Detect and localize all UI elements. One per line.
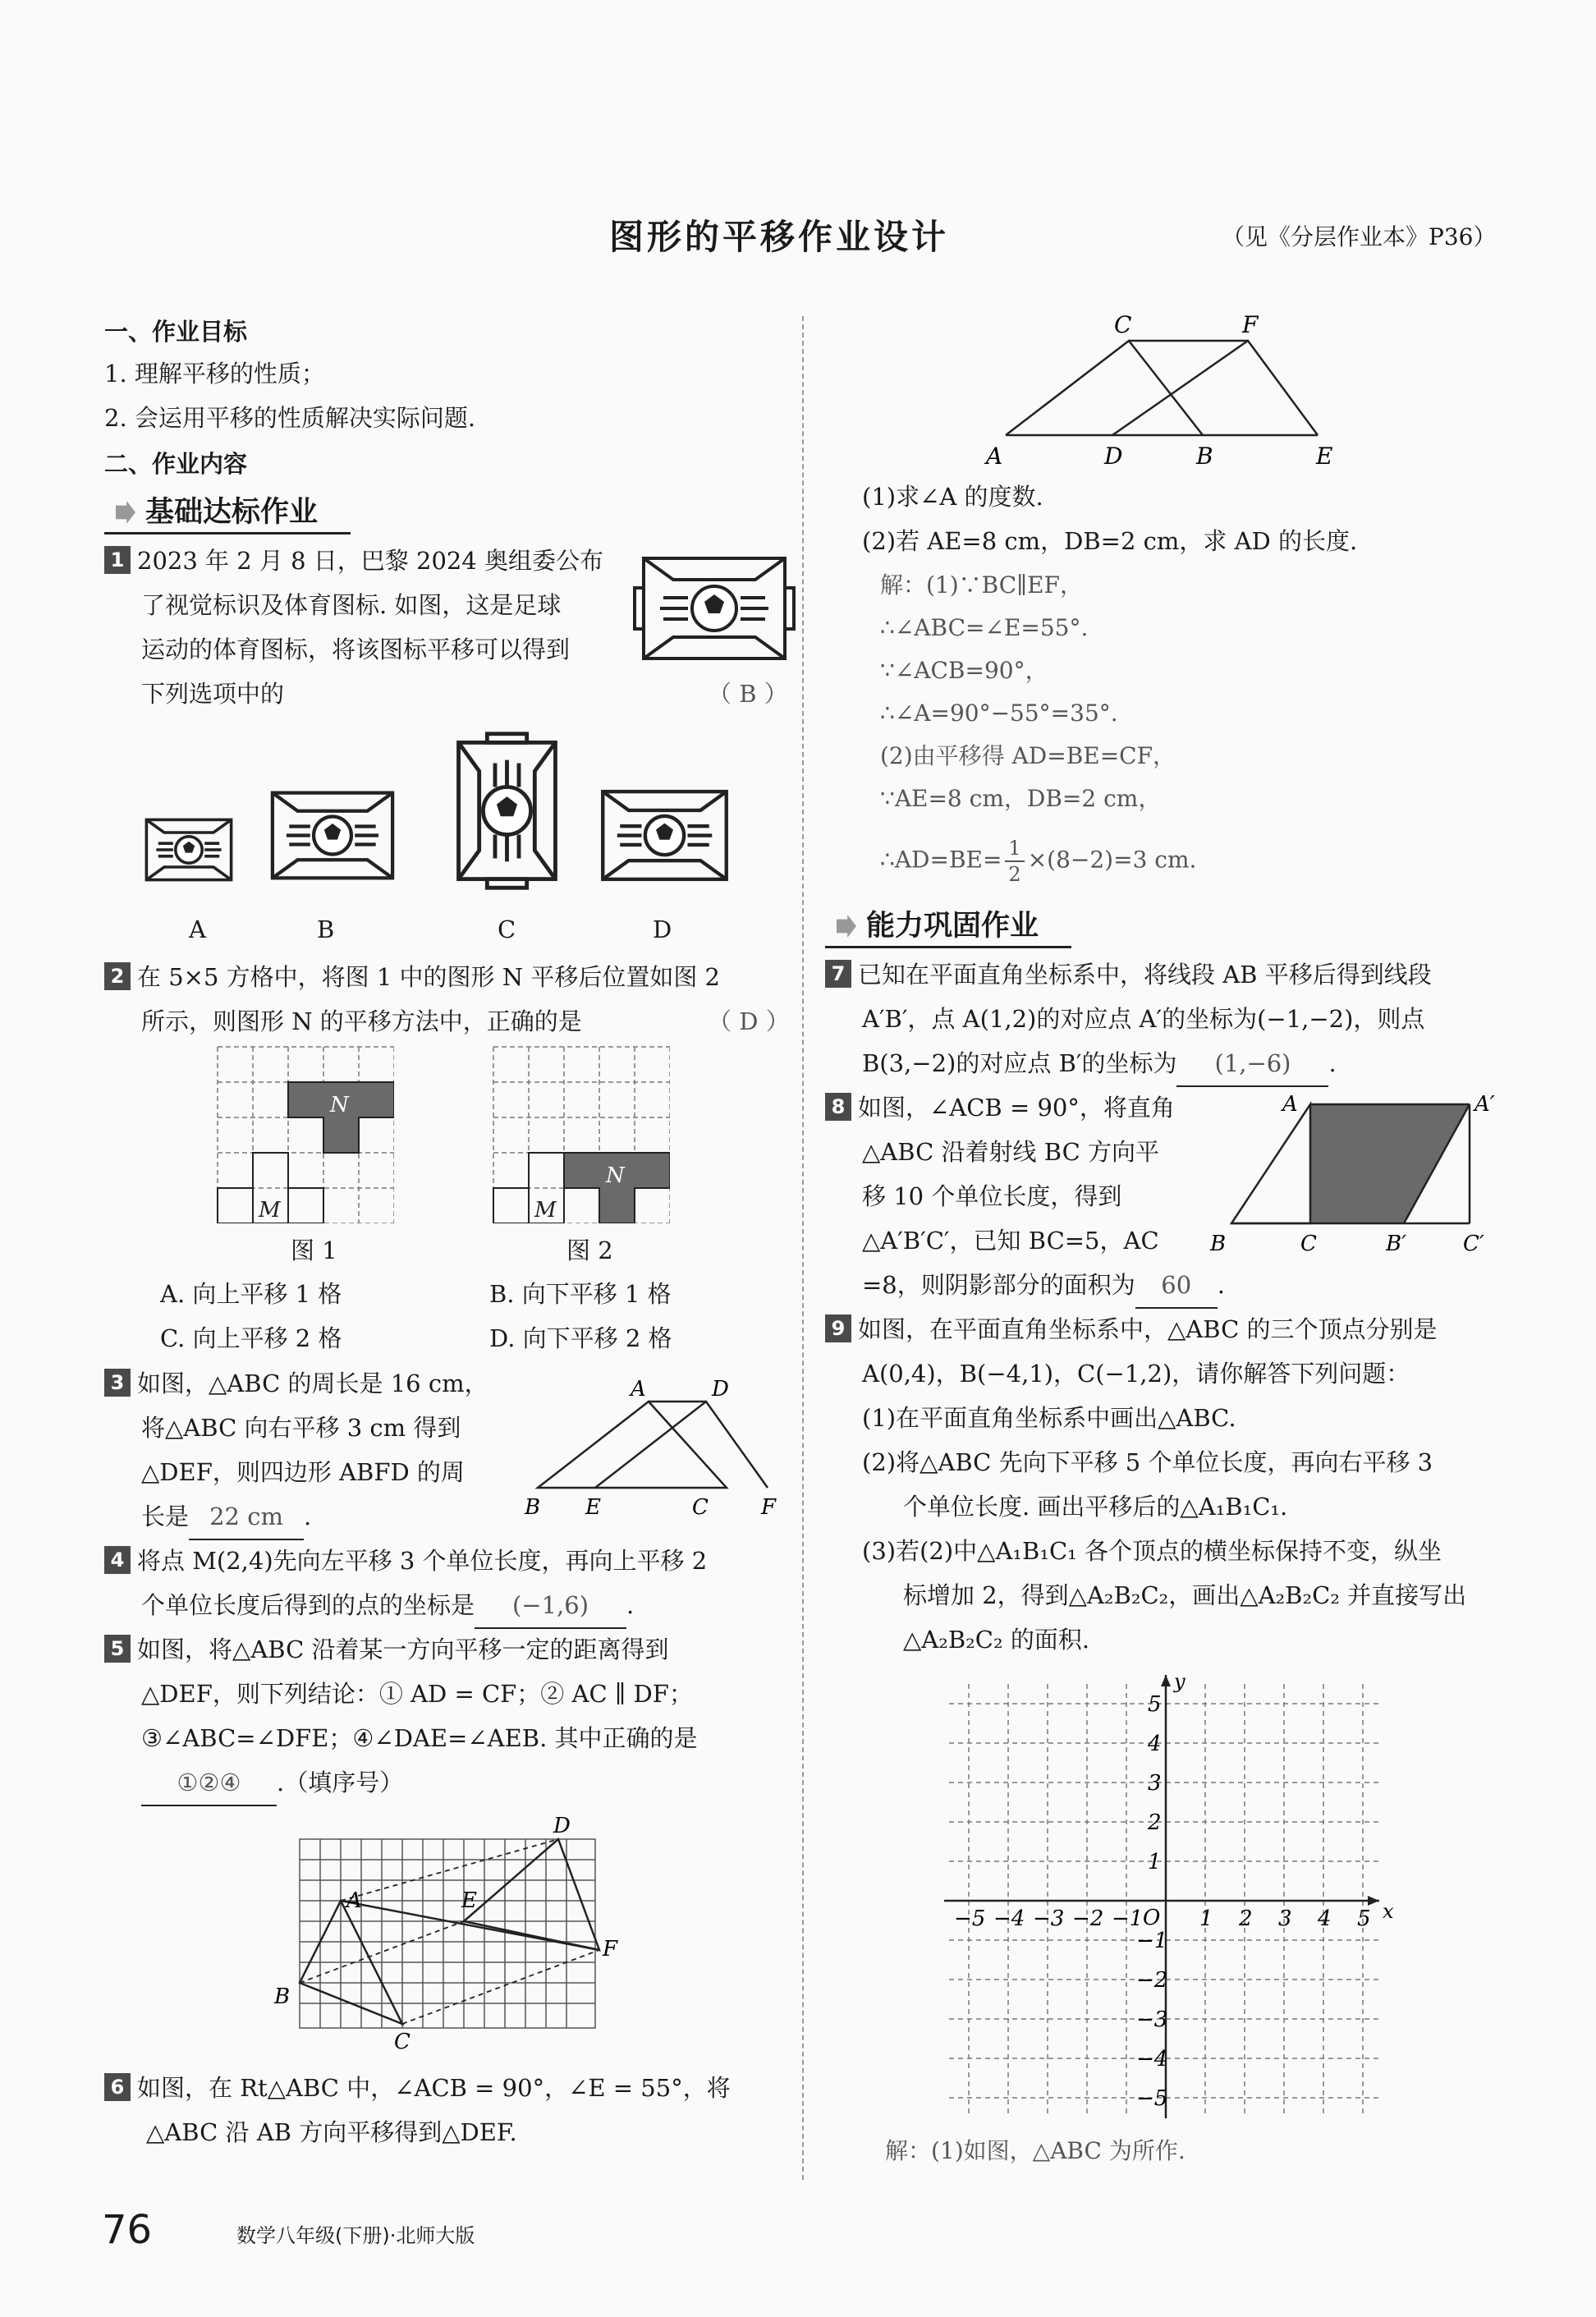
q8-label-a: A	[1282, 1092, 1298, 1117]
q2-fig1-m: M	[259, 1198, 281, 1223]
q5-line1	[104, 1627, 669, 1672]
q4-text1: 将点 M(2,4)先向左平移 3 个单位长度，再向上平移 2	[137, 1547, 708, 1575]
y-axis-label: y	[1174, 1670, 1186, 1693]
q6-sol-7	[880, 836, 1196, 887]
y-tick-label: 5	[1148, 1692, 1162, 1717]
x-tick-label: −2	[1072, 1906, 1104, 1931]
y-tick-label: 3	[1148, 1771, 1162, 1796]
q5-figure	[271, 1815, 624, 2053]
option-c-label: C	[498, 915, 516, 943]
q1-line4: 下列选项中的	[141, 680, 285, 708]
q9-line1	[825, 1307, 1438, 1351]
q6-frac-den: 2	[1008, 863, 1021, 886]
q3-label-c: C	[692, 1495, 709, 1520]
page-title: 图形的平移作业设计	[609, 217, 950, 257]
y-tick-label: −5	[1136, 2086, 1168, 2111]
q6-sol-4: ∴∠A=90°−55°=35°.	[880, 700, 1118, 727]
q2-answer: （ D ）	[708, 1007, 790, 1035]
q2-number: 2	[104, 962, 131, 990]
q9-part3a: (3)若(2)中△A₁B₁C₁ 各个顶点的横坐标保持不变，纵坐	[862, 1537, 1442, 1565]
x-axis-label: x	[1383, 1900, 1394, 1923]
q1-line1	[104, 539, 603, 583]
q3-label-a: A	[631, 1377, 646, 1402]
q8-label-a2: A′	[1474, 1092, 1495, 1117]
q6-line1	[104, 2066, 731, 2110]
q7-text1: 已知在平面直角坐标系中，将线段 AB 平移后得到线段	[858, 961, 1432, 989]
q8-text1: 如图，∠ACB = 90°，将直角	[858, 1094, 1175, 1122]
q1-line2: 了视觉标识及体育图标. 如图，这是足球	[141, 591, 562, 619]
q8-label-b2: B′	[1386, 1232, 1407, 1256]
q8-label-c2: C′	[1463, 1232, 1484, 1256]
q5-line4	[141, 1760, 403, 1806]
y-tick-label: −1	[1136, 1929, 1168, 1953]
q4-period: .	[626, 1591, 635, 1619]
y-tick-label: 2	[1148, 1810, 1162, 1835]
q6-sol-7b: ×(8−2)=3 cm.	[1027, 846, 1197, 874]
q5-blank: ①②④	[141, 1760, 277, 1806]
column-divider	[802, 316, 804, 2180]
q9-part2a: (2)将△ABC 先向下平移 5 个单位长度，再向右平移 3	[862, 1448, 1433, 1476]
x-tick-label: 2	[1239, 1906, 1253, 1931]
q4-text2: 个单位长度后得到的点的坐标是	[141, 1591, 475, 1619]
x-tick-label: 1	[1199, 1906, 1213, 1931]
q5-line3: ③∠ABC=∠DFE；④∠DAE=∠AEB. 其中正确的是	[141, 1724, 698, 1752]
q6-figure	[981, 308, 1359, 468]
q1-number: 1	[104, 546, 131, 574]
reference-note: （见《分层作业本》P36）	[1222, 223, 1497, 250]
arrow-icon	[837, 915, 856, 938]
q3-line1	[104, 1361, 488, 1406]
q8-number: 8	[825, 1093, 851, 1121]
q6-label-e: E	[1316, 443, 1333, 468]
q2-option-b: B. 向下平移 1 格	[489, 1280, 672, 1308]
option-a-label: A	[189, 915, 206, 943]
q3-label-b: B	[525, 1495, 541, 1520]
content-heading: 二、作业内容	[104, 450, 248, 478]
q6-fraction	[1005, 836, 1024, 887]
q4-number: 4	[104, 1546, 131, 1574]
q8-line2: △ABC 沿着射线 BC 方向平	[862, 1138, 1159, 1166]
q2-fig2-caption: 图 2	[566, 1236, 613, 1264]
goal-1: 1. 理解平移的性质；	[104, 360, 325, 388]
q6-sol-7a: ∴AD=BE=	[880, 846, 1002, 874]
q8-period: .	[1217, 1271, 1225, 1299]
axis-arrow-icons	[1161, 1675, 1379, 1906]
y-tick-label: 4	[1148, 1732, 1162, 1756]
q2-fig2-m: M	[534, 1198, 557, 1223]
q6-sol-3: ∵∠ACB=90°，	[880, 657, 1048, 684]
y-tick-label: −4	[1136, 2047, 1168, 2072]
q5-label-d: D	[553, 1815, 571, 1838]
q8-label-b: B	[1210, 1232, 1227, 1256]
q6-number: 6	[104, 2073, 131, 2101]
q6-sol-5: (2)由平移得 AD=BE=CF，	[880, 742, 1176, 769]
q6-sol-6: ∵AE=8 cm，DB=2 cm，	[880, 785, 1162, 812]
q5-number: 5	[104, 1635, 131, 1663]
q9-line2: A(0,4)，B(−4,1)，C(−1,2)，请你解答下列问题：	[862, 1360, 1410, 1388]
q6-part1: (1)求∠A 的度数.	[862, 483, 1043, 511]
x-tick-label: 3	[1278, 1906, 1292, 1931]
q5-text1: 如图，将△ABC 沿着某一方向平移一定的距离得到	[137, 1636, 669, 1663]
q6-line2: △ABC 沿 AB 方向平移得到△DEF.	[146, 2118, 517, 2146]
q2-line1	[104, 955, 720, 999]
q3-text1: 如图，△ABC 的周长是 16 cm，	[137, 1370, 488, 1397]
q2-figure-1	[213, 1043, 394, 1223]
q2-fig1-n: N	[330, 1093, 349, 1117]
q6-frac-num: 1	[1005, 836, 1024, 862]
ability-banner-label: 能力巩固作业	[866, 910, 1039, 943]
page-number: 76	[102, 2207, 153, 2253]
y-tick-label: −2	[1136, 1968, 1168, 1993]
q6-sol-1: 解：(1)∵BC∥EF，	[880, 571, 1083, 599]
q6-label-d: D	[1104, 443, 1123, 468]
q6-part2: (2)若 AE=8 cm，DB=2 cm，求 AD 的长度.	[862, 527, 1358, 555]
q7-line3	[862, 1041, 1337, 1087]
q6-label-c: C	[1114, 311, 1132, 338]
q2-figure-2	[489, 1043, 670, 1223]
arrow-icon	[116, 501, 135, 524]
q3-blank: 22 cm	[189, 1494, 304, 1540]
q5-line2: △DEF，则下列结论：① AD = CF；② AC ∥ DF；	[141, 1680, 693, 1708]
q6-label-b: B	[1196, 443, 1213, 468]
q7-line2: A′B′，点 A(1,2)的对应点 A′的坐标为(−1,−2)，则点	[862, 1005, 1425, 1033]
q5-fill-note: .（填序号）	[277, 1769, 404, 1796]
q9-text1: 如图，在平面直角坐标系中，△ABC 的三个顶点分别是	[858, 1315, 1438, 1343]
q8-line3: 移 10 个单位长度，得到	[862, 1182, 1122, 1210]
q1-text1: 2023 年 2 月 8 日，巴黎 2024 奥组委公布	[137, 547, 604, 575]
q3-period: .	[304, 1503, 312, 1530]
option-d-label: D	[653, 915, 672, 943]
y-tick-label: −3	[1136, 2007, 1168, 2032]
q9-part3b: 标增加 2，得到△A₂B₂C₂，画出△A₂B₂C₂ 并直接写出	[903, 1581, 1467, 1609]
q3-line4	[141, 1494, 311, 1540]
q3-text4: 长是	[141, 1503, 190, 1530]
q7-line1	[825, 952, 1432, 997]
q5-label-f: F	[603, 1937, 618, 1961]
q3-label-d: D	[712, 1377, 729, 1402]
q2-option-a: A. 向上平移 1 格	[160, 1280, 342, 1308]
q6-label-f: F	[1242, 311, 1259, 338]
x-tick-label: −5	[954, 1906, 986, 1931]
q8-figure	[1207, 1088, 1502, 1260]
q2-option-d: D. 向下平移 2 格	[489, 1324, 672, 1352]
q3-number: 3	[104, 1369, 131, 1397]
q5-label-a: A	[346, 1888, 362, 1913]
q9-coordinate-grid	[936, 1667, 1396, 2135]
y-tick-label: 1	[1148, 1850, 1162, 1874]
origin-label: O	[1143, 1906, 1161, 1930]
q3-figure	[521, 1373, 784, 1521]
q6-sol-2: ∴∠ABC=∠E=55°.	[880, 614, 1089, 641]
q7-number: 7	[825, 960, 851, 988]
q4-line2	[141, 1583, 634, 1629]
q8-line4: △A′B′C′，已知 BC=5，AC	[862, 1227, 1159, 1255]
q2-fig2-n: N	[606, 1163, 625, 1188]
q1-answer: （ B ）	[708, 680, 788, 708]
x-tick-label: −3	[1033, 1906, 1065, 1931]
q6-text1: 如图，在 Rt△ABC 中，∠ACB = 90°，∠E = 55°，将	[137, 2074, 731, 2102]
q5-label-c: C	[394, 2030, 410, 2053]
q4-blank: (−1,6)	[475, 1583, 626, 1629]
q8-text5: =8，则阴影部分的面积为	[862, 1271, 1135, 1299]
q6-label-a: A	[986, 443, 1003, 468]
goals-heading: 一、作业目标	[104, 318, 248, 346]
book-title: 数学八年级(下册)·北师大版	[236, 2224, 475, 2247]
q7-period: .	[1328, 1049, 1337, 1077]
option-a-icon	[140, 809, 238, 891]
q9-part1: (1)在平面直角坐标系中画出△ABC.	[862, 1404, 1236, 1432]
q7-blank: (1,−6)	[1176, 1041, 1328, 1087]
q2-option-c: C. 向上平移 2 格	[160, 1324, 342, 1352]
q2-text1: 在 5×5 方格中，将图 1 中的图形 N 平移后位置如图 2	[137, 963, 721, 991]
q9-number: 9	[825, 1314, 851, 1342]
x-tick-label: −4	[993, 1906, 1025, 1931]
x-tick-label: 5	[1357, 1906, 1371, 1931]
q3-label-f: F	[761, 1495, 777, 1520]
q8-blank: 60	[1135, 1263, 1218, 1309]
option-b-label: B	[317, 915, 335, 943]
q9-part3c: △A₂B₂C₂ 的面积.	[903, 1626, 1090, 1654]
q7-text3: B(3,−2)的对应点 B′的坐标为	[862, 1049, 1177, 1077]
ability-banner	[825, 903, 1071, 948]
q3-line2: 将△ABC 向右平移 3 cm 得到	[141, 1414, 461, 1442]
option-d-icon	[593, 780, 736, 891]
basic-banner	[104, 489, 351, 535]
q1-line3: 运动的体育图标，将该图标平移可以得到	[141, 635, 571, 663]
q8-line5	[862, 1263, 1225, 1309]
option-b-icon	[263, 780, 402, 891]
soccer-pictogram	[632, 547, 796, 670]
q2-fig1-caption: 图 1	[291, 1236, 337, 1264]
q4-line1	[104, 1539, 707, 1583]
q9-solution: 解：(1)如图，△ABC 为所作.	[885, 2137, 1186, 2164]
q3-line3: △DEF，则四边形 ABFD 的周	[141, 1458, 465, 1486]
q2-line2: 所示，则图形 N 的平移方法中，正确的是	[141, 1007, 582, 1035]
q5-label-e: E	[461, 1888, 477, 1913]
q8-label-c: C	[1300, 1232, 1317, 1256]
goal-2: 2. 会运用平移的性质解决实际问题.	[104, 404, 476, 432]
q5-label-b: B	[274, 1984, 291, 2009]
option-c-icon	[447, 731, 566, 891]
q8-line1	[825, 1085, 1175, 1130]
basic-banner-label: 基础达标作业	[145, 496, 319, 529]
x-tick-label: 4	[1318, 1906, 1332, 1931]
x-tick-label: −1	[1112, 1906, 1144, 1931]
q3-label-e: E	[585, 1495, 601, 1520]
q9-part2b: 个单位长度. 画出平移后的△A₁B₁C₁.	[903, 1493, 1288, 1521]
